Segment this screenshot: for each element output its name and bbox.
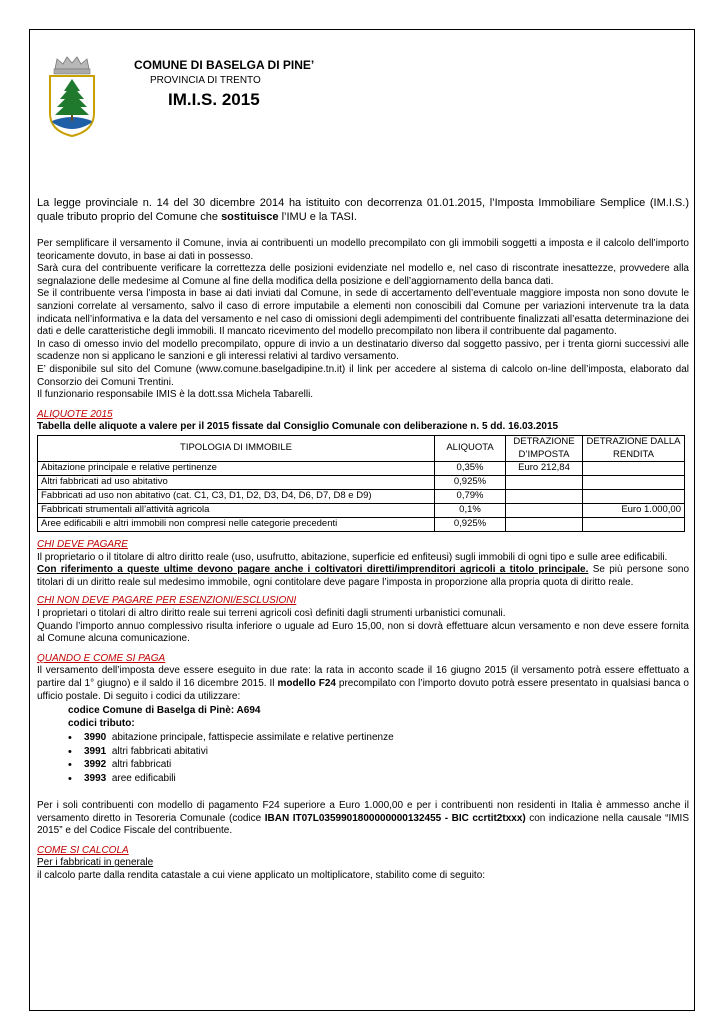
table-cell: 0,925% [435,476,506,490]
tax-code: 3991 [84,745,107,757]
column-header: DETRAZIONE DALLA RENDITA [583,435,685,461]
table-cell [506,476,583,490]
quando-text-end: precompilato con l’importo dovuto potrà essere presentato in qualsiasi banca o ufficio postale. Di seguito i codici da utilizzare: [37,678,689,702]
modello-f24: modello F24 [277,678,336,690]
province-name: PROVINCIA DI TRENTO [150,75,261,86]
document-body [37,196,689,883]
list-item [68,746,689,759]
list-item [68,732,689,745]
table-row [38,504,685,518]
table-cell: 0,925% [435,518,506,532]
table-cell: Euro 1.000,00 [583,504,685,518]
codici-tributo-label: codici tributo: [68,717,135,729]
paragraph-sanzioni: Se il contribuente versa l’imposta in base ai dati inviati dal Comune, in sede di accertamento dell’eventuale maggiore imposta non sono dovute le sanzioni correlate al versamento, salvo il caso di errore imputabile a elementi non conoscibili dal Comune per variazioni intervenute tra la data indicata nell’informativa e la data del versamento e nel caso di omissioni degli adempimenti del contribuente finalizzati all’esatta determinazione dei dati e delle caratteristiche degli immobili. Il mancato ricevimento del modello precompilato non libera il contribuente dal pagamento. [37,288,689,338]
table-cell: 0,1% [435,504,506,518]
calcolo-paragraph: il calcolo parte dalla rendita catastale a cui viene applicato un moltiplicatore, stabilito come di seguito: [37,869,486,881]
table-header-row [38,435,685,461]
coltivatori-note: Con riferimento a queste ultime devono pagare anche i coltivatori diretti/imprenditori agricoli a titolo principale. [37,564,589,576]
tax-code: 3993 [84,772,107,784]
list-item [68,759,689,772]
esenzioni-paragraph-1: I proprietari o titolari di altro diritto reale sui terreni agricoli così definiti dagli strumenti urbanistici comunali. [37,608,506,620]
table-cell: Altri fabbricati ad uso abitativo [38,476,435,490]
table-cell [583,518,685,532]
tax-code: 3992 [84,759,107,771]
column-header: DETRAZIONE D’IMPOSTA [506,435,583,461]
table-cell: Fabbricati strumentali all’attività agricola [38,504,435,518]
document-title: IM.I.S. 2015 [168,90,260,109]
column-header: ALIQUOTA [435,435,506,461]
intro-paragraph [37,196,689,224]
paragraph-funzionario: Il funzionario responsabile IMIS è la dott.ssa Michela Tabarelli. [37,389,314,401]
intro-text: La legge provinciale n. 14 del 30 dicembre 2014 ha istituito con decorrenza 01.01.2015, l’Imposta Immobiliare Semplice (IM.I.S.) quale tributo proprio del Comune che [37,197,689,223]
chi-deve-text: Se più persone sono titolari di un diritto reale sul medesimo immobile, ogni contitolare deve pagare l’imposta in proporzione alla propria quota di diritto reale. [37,564,690,588]
table-row [38,490,685,504]
table-cell: Euro 212,84 [506,462,583,476]
quando-text: Il versamento dell’imposta deve essere eseguito in due rate: la rata in acconto scade il 16 giugno 2015 (il versamento potrà essere effettuato a partire dal 1° giugno) e il saldo il 16 dicembre 2015. Il [37,665,689,690]
tax-code-description: aree edificabili [111,772,176,784]
paragraph-verifica: Sarà cura del contribuente verificare la correttezza delle posizioni evidenziate nel modello e, nel caso di riscontrate inesattezze, provvedere alla segnalazione delle medesime al Comune al fine della modifica della posizione e dell’aggiornamento della banca dati. [37,263,689,287]
chi-deve-paragraph-1: Il proprietario o il titolare di altro diritto reale (uso, usufrutto, abitazione, superficie ed enfiteusi) sugli immobili di ogni tipo e sulle aree edificabili. [37,551,668,563]
column-header: TIPOLOGIA DI IMMOBILE [38,435,435,461]
table-cell: 0,35% [435,462,506,476]
coat-of-arms-icon [47,55,97,137]
table-row [38,476,685,490]
paragraph-modello: Per semplificare il versamento il Comune, invia ai contribuenti un modello precompilato con gli immobili soggetti a imposta e il calcolo dell’importo teoricamente dovuto, in base ai dati in possesso. [37,238,689,262]
aliquote-table [37,435,685,532]
section-heading-quando-come: QUANDO E COME SI PAGA [37,652,166,664]
esenzioni-paragraph-2: Quando l’importo annuo complessivo risulta inferiore o uguale ad Euro 15,00, non si dovrà effettuare alcun versamento e non deve essere fornita al Comune alcuna comunicazione. [37,620,689,645]
quando-paragraph [37,665,689,703]
aliquote-caption: Tabella delle aliquote a valere per il 2015 fissate dal Consiglio Comunale con deliberazione n. 5 dd. 16.03.2015 [37,421,559,433]
f24-text: Per i soli contribuenti con modello di pagamento F24 superiore a Euro 1.000,00 e per i contribuenti non residenti in Italia è ammesso anche il versamento diretto in Tesoreria Comunale (codice [37,799,689,824]
tax-code: 3990 [84,732,107,744]
list-item [68,773,689,786]
intro-bold: sostituisce [221,211,279,223]
table-cell [583,476,685,490]
table-cell: Aree edificabili e altri immobili non compresi nelle categorie precedenti [38,518,435,532]
table-cell [506,518,583,532]
paragraph-sito: E’ disponibile sul sito del Comune (www.comune.baselgadipine.tn.it) il link per accedere al sistema di calcolo on-line dell’imposta, elaborato dal Consorzio dei Comuni Trentini. [37,363,689,388]
codici-tributo-list [68,732,689,786]
table-cell [506,504,583,518]
paragraph-omesso-invio: In caso di omesso invio del modello precompilato, oppure di invio a un destinatario diverso dal soggetto passivo, per i trenta giorni successivi alle scadenze non si applicano le sanzioni e gli interessi relativi al tardivo versamento. [37,338,689,363]
iban-bic: IBAN IT07L0359901800000000132455 - BIC ccrtit2txxx) [264,812,526,824]
intro-text-end: l’IMU e la TASI. [278,211,357,223]
table-cell [583,462,685,476]
section-heading-aliquote: ALIQUOTE 2015 [37,408,113,420]
municipality-name: COMUNE DI BASELGA DI PINE’ [134,58,315,72]
table-cell: 0,79% [435,490,506,504]
table-row [38,462,685,476]
table-row [38,518,685,532]
section-heading-come-si-calcola: COME SI CALCOLA [37,844,129,856]
section-heading-esenzioni: CHI NON DEVE PAGARE PER ESENZIONI/ESCLUSIONI [37,595,297,607]
f24-tesoreria-paragraph [37,800,689,838]
table-cell: Fabbricati ad uso non abitativo (cat. C1, C3, D1, D2, D3, D4, D6, D7, D8 e D9) [38,490,435,504]
tax-code-description: altri fabbricati [111,759,172,771]
table-cell [583,490,685,504]
tax-code-description: abitazione principale, fattispecie assimilate e relative pertinenze [111,732,394,744]
f24-text-end: con indicazione nella causale “IMIS 2015” e del Codice Fiscale del contribuente. [37,812,689,837]
section-heading-chi-deve-pagare: CHI DEVE PAGARE [37,539,128,551]
table-cell: Abitazione principale e relative pertinenze [38,462,435,476]
tax-code-description: altri fabbricati abitativi [111,745,208,757]
table-cell [506,490,583,504]
codice-comune: codice Comune di Baselga di Pinè: A694 [68,705,261,717]
fabbricati-subheading: Per i fabbricati in generale [37,857,154,869]
chi-deve-paragraph-2 [37,564,689,589]
